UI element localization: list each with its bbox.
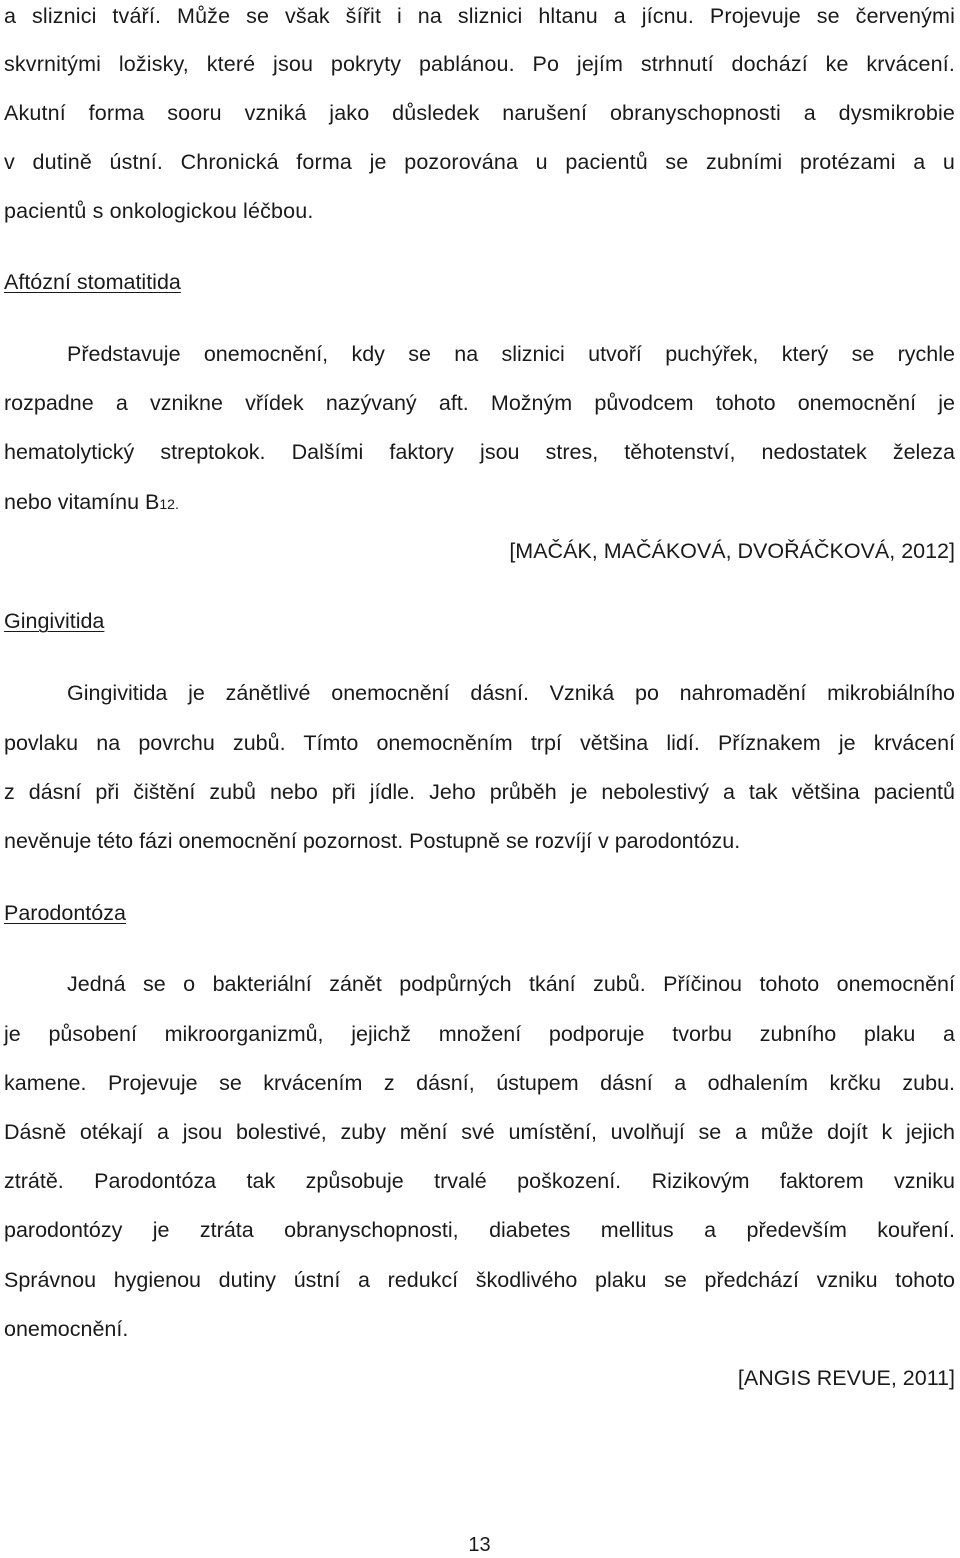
parodontoza-line-4: Dásně otékají a jsou bolestivé, zuby mění své umístění, uvolňují se a může dojít k jejich (4, 1120, 955, 1144)
aftozni-line-4-text: nebo vitamínu B (4, 490, 160, 514)
section-heading-aftozni: Aftózní stomatitida (4, 270, 181, 294)
parodontoza-line-6: parodontózy je ztráta obranyschopnosti, diabetes mellitus a především kouření. (4, 1218, 955, 1242)
intro-line-5: pacientů s onkologickou léčbou. (4, 199, 314, 223)
gingivitida-line-3: z dásní při čištění zubů nebo při jídle. Jeho průběh je nebolestivý a tak většina pacientů (4, 780, 955, 804)
parodontoza-line-1: Jedná se o bakteriální zánět podpůrných tkání zubů. Příčinou tohoto onemocnění (67, 972, 955, 996)
parodontoza-line-3: kamene. Projevuje se krvácením z dásní, ústupem dásní a odhalením krčku zubu. (4, 1071, 955, 1095)
citation-aftozni: [MAČÁK, MAČÁKOVÁ, DVOŘÁČKOVÁ, 2012] (509, 539, 955, 563)
vitamin-subscript: 12. (159, 496, 179, 512)
gingivitida-line-1: Gingivitida je zánětlivé onemocnění dásní. Vzniká po nahromadění mikrobiálního (67, 681, 955, 705)
page-number: 13 (468, 1534, 491, 1556)
parodontoza-line-8: onemocnění. (4, 1317, 129, 1341)
intro-line-1: a sliznici tváří. Může se však šířit i na sliznici hltanu a jícnu. Projevuje se červenými (4, 4, 955, 28)
intro-line-4: v dutině ústní. Chronická forma je pozorována u pacientů se zubními protézami a u (4, 150, 955, 174)
aftozni-line-4 (4, 488, 955, 518)
section-heading-parodontoza: Parodontóza (4, 901, 126, 925)
aftozni-line-1: Představuje onemocnění, kdy se na sliznici utvoří puchýřek, který se rychle (67, 342, 955, 366)
parodontoza-line-2: je působení mikroorganizmů, jejichž množení podporuje tvorbu zubního plaku a (4, 1022, 955, 1046)
section-heading-gingivitida: Gingivitida (4, 609, 105, 633)
gingivitida-line-2: povlaku na povrchu zubů. Tímto onemocněním trpí většina lidí. Příznakem je krvácení (4, 731, 955, 755)
gingivitida-line-4: nevěnuje této fázi onemocnění pozornost. Postupně se rozvíjí v parodontózu. (4, 829, 741, 853)
citation-parodontoza: [ANGIS REVUE, 2011] (737, 1366, 955, 1390)
aftozni-line-3: hematolytický streptokok. Dalšími faktory jsou stres, těhotenství, nedostatek železa (4, 440, 955, 464)
document-page (4, 0, 955, 1558)
parodontoza-line-7: Správnou hygienou dutiny ústní a redukcí škodlivého plaku se předchází vzniku tohoto (4, 1268, 955, 1292)
aftozni-line-2: rozpadne a vznikne vřídek nazývaný aft. Možným původcem tohoto onemocnění je (4, 391, 955, 415)
parodontoza-line-5: ztrátě. Parodontóza tak způsobuje trvalé poškození. Rizikovým faktorem vzniku (4, 1169, 955, 1193)
intro-line-3: Akutní forma sooru vzniká jako důsledek narušení obranyschopnosti a dysmikrobie (4, 101, 955, 125)
intro-line-2: skvrnitými ložisky, které jsou pokryty pablánou. Po jejím strhnutí dochází ke krvácení. (4, 52, 955, 76)
